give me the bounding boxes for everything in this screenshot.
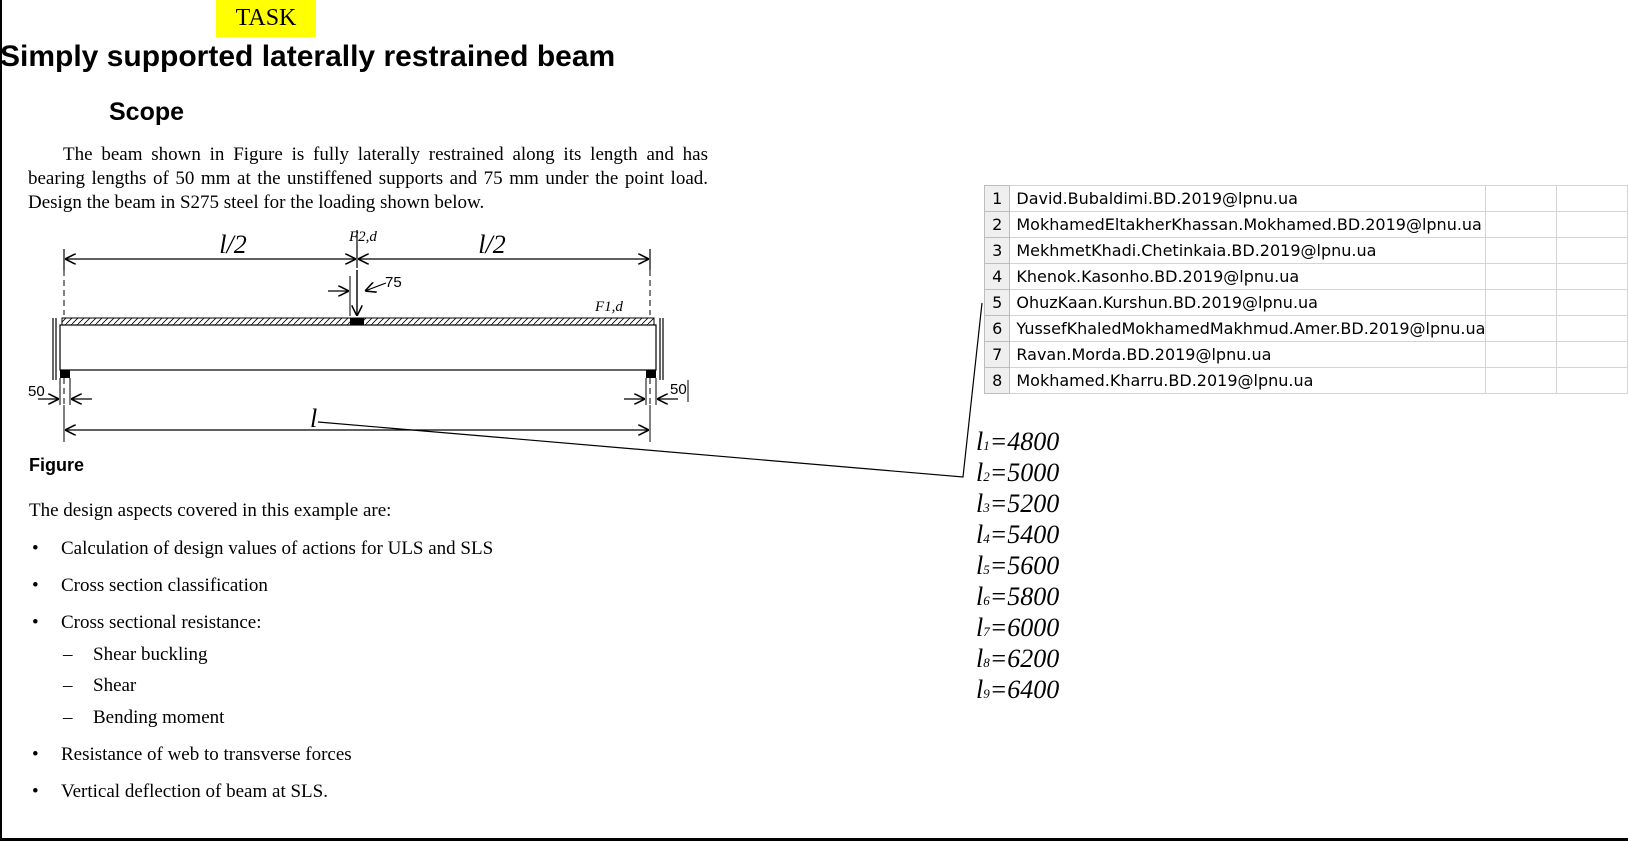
span-length-list (976, 426, 1059, 705)
task-label: TASK (216, 0, 316, 37)
aspect-item: • Calculation of design values of actions for ULS and SLS (32, 538, 494, 559)
length-item: l5=5600 (976, 551, 1060, 580)
table-row (985, 238, 1628, 264)
email-cell: Mokhamed.Kharru.BD.2019@lpnu.ua (1010, 368, 1486, 394)
row-number: 6 (985, 316, 1010, 342)
aspect-item: • Cross sectional resistance: (32, 612, 262, 633)
right-support (660, 318, 663, 380)
aspect-item: • Resistance of web to transverse forces (32, 744, 352, 765)
aspect-text: Vertical deflection of beam at SLS. (61, 781, 328, 802)
aspect-subitem: – Bending moment (63, 707, 225, 728)
half-span-right-label: l/2 (478, 230, 506, 259)
aspect-subitem-text: Bending moment (93, 707, 225, 728)
left-support (53, 318, 56, 380)
table-row (985, 290, 1628, 316)
right-support-bearing (646, 370, 656, 378)
aspect-text: Resistance of web to transverse forces (61, 744, 352, 765)
email-cell: OhuzKaan.Kurshun.BD.2019@lpnu.ua (1010, 290, 1486, 316)
beam-body (60, 325, 656, 370)
table-row (985, 316, 1628, 342)
length-item: l3=5200 (976, 489, 1060, 518)
table-row (985, 368, 1628, 394)
half-span-left-label: l/2 (219, 230, 247, 259)
table-row (985, 342, 1628, 368)
table-row (985, 212, 1628, 238)
aspect-item: • Vertical deflection of beam at SLS. (32, 781, 328, 802)
distributed-load-label: F1,d (595, 299, 623, 315)
point-load-label: F2,d (349, 229, 377, 245)
aspects-intro: The design aspects covered in this example are: (29, 500, 392, 521)
aspect-text: Cross sectional resistance: (61, 612, 262, 633)
email-cell: Ravan.Morda.BD.2019@lpnu.ua (1010, 342, 1486, 368)
email-cell: MokhamedEltakherKhassan.Mokhamed.BD.2019@lpnu.ua (1010, 212, 1486, 238)
point-load-bearing (350, 318, 364, 325)
aspect-subitem: – Shear (63, 675, 137, 696)
table-row (985, 186, 1628, 212)
left-bearing-label: 50 (28, 383, 45, 400)
length-item: l7=6000 (976, 613, 1060, 642)
aspect-subitem-text: Shear buckling (93, 644, 208, 665)
row-number: 5 (985, 290, 1010, 316)
aspect-text: Calculation of design values of actions for ULS and SLS (61, 538, 494, 559)
row-number: 3 (985, 238, 1010, 264)
aspect-subitem: – Shear buckling (63, 644, 208, 665)
right-bearing-label: 50 (670, 381, 687, 398)
row-number: 2 (985, 212, 1010, 238)
span-label: l (310, 404, 318, 433)
length-item: l6=5800 (976, 582, 1060, 611)
length-item: l9=6400 (976, 675, 1060, 704)
length-item: l2=5000 (976, 458, 1060, 487)
row-number: 1 (985, 186, 1010, 212)
figure-caption: Figure (29, 455, 85, 475)
document-title: Simply supported laterally restrained beam (0, 40, 616, 73)
left-support-bearing (60, 370, 70, 378)
length-item: l4=5400 (976, 520, 1060, 549)
email-cell: David.Bubaldimi.BD.2019@lpnu.ua (1010, 186, 1486, 212)
aspect-subitem-text: Shear (93, 675, 137, 696)
scope-heading: Scope (109, 98, 185, 126)
length-item: l1=4800 (976, 427, 1060, 456)
row-number: 4 (985, 264, 1010, 290)
row-number: 8 (985, 368, 1010, 394)
email-cell: Khenok.Kasonho.BD.2019@lpnu.ua (1010, 264, 1486, 290)
intro-paragraph: The beam shown in Figure is fully laterally restrained along its length and has bearing lengths of 50 mm at the unstiffened supports and 75 mm under the point load. Design the beam in S275 steel for the loading shown below. (28, 144, 708, 213)
aspect-text: Cross section classification (61, 575, 268, 596)
table-row (985, 264, 1628, 290)
load-bearing-label: 75 (385, 274, 402, 291)
length-item: l8=6200 (976, 644, 1060, 673)
aspect-item: • Cross section classification (32, 575, 268, 596)
email-cell: YussefKhaledMokhamedMakhmud.Amer.BD.2019@lpnu.ua (1010, 316, 1486, 342)
email-cell: MekhmetKhadi.Chetinkaia.BD.2019@lpnu.ua (1010, 238, 1486, 264)
student-email-table (984, 185, 1628, 394)
row-number: 7 (985, 342, 1010, 368)
left-bearing-dimension (38, 378, 92, 405)
